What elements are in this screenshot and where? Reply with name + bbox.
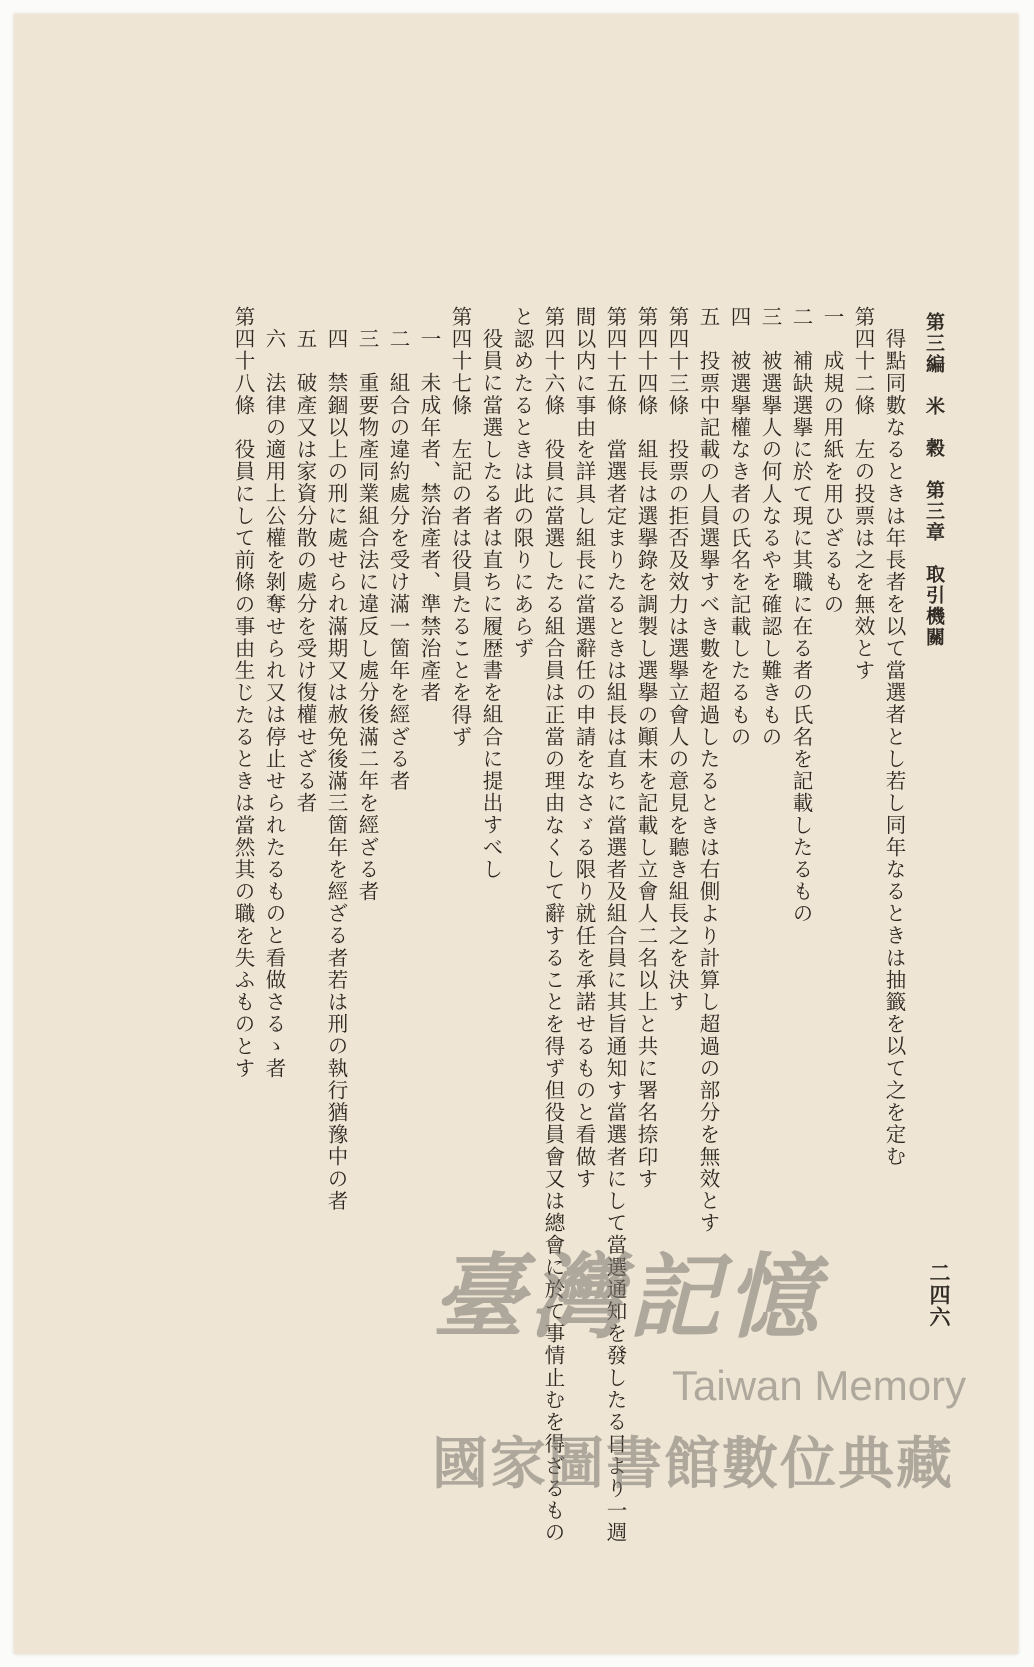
- text-column: 五 投票中記載の人員選擧すべき數を超過したるときは右側より計算し超過の部分を無效とす: [696, 306, 720, 1235]
- text-column: 第四十八條 役員にして前條の事由生じたるときは當然其の職を失ふものとす: [231, 306, 255, 1080]
- text-column: 三 被選擧人の何人なるやを確認し難きもの: [758, 306, 782, 748]
- text-column: 一 未成年者、禁治產者、準禁治產者: [417, 328, 441, 704]
- text-column: 四 被選擧權なき者の氏名を記載したるもの: [727, 306, 751, 748]
- text-column: 間以内に事由を詳具し組長に當選辭任の申請をなさゞる限り就任を承諾せるものと看做す: [572, 306, 596, 1190]
- text-column: 第四十六條 役員に當選したる組合員は正當の理由なくして辭することを得ず但役員會又は總會に於て事情止むを得ざるもの: [541, 306, 565, 1544]
- text-column: 第四十七條 左記の者は役員たることを得ず: [448, 306, 472, 748]
- watermark-title: 臺灣記憶: [432, 1243, 825, 1351]
- text-column: 第四十五條 當選者定まりたるときは組長は直ちに當選者及組合員に其旨通知す當選者にして當選通知を發したる日より一週: [603, 306, 627, 1544]
- text-column: と認めたるときは此の限りにあらず: [510, 306, 534, 660]
- text-column: 役員に當選したる者は直ちに履歴書を組合に提出すべし: [479, 328, 503, 881]
- text-column: 二 補缺選擧に於て現に其職に在る者の氏名を記載したるもの: [789, 306, 813, 925]
- text-column: 四 禁錮以上の刑に處せられ滿期又は赦免後滿三箇年を經ざる者若は刑の執行猶豫中の者: [324, 328, 348, 1212]
- text-column: 得點同數なるときは年長者を以て當選者とし若し同年なるときは抽籤を以て之を定む: [882, 328, 906, 1168]
- text-column: 五 破產又は家資分散の處分を受け復權せざる者: [293, 328, 317, 815]
- document-page: [14, 14, 1018, 1654]
- text-column: 六 法律の適用上公權を剝奪せられ又は停止せられたるものと看做さるゝ者: [262, 328, 286, 1080]
- page-header: 第三編 米 穀 第三章 取引機關: [923, 312, 945, 648]
- page-number: 二四六: [927, 1262, 952, 1328]
- vertical-text-body: [88, 306, 908, 1556]
- text-column: 第四十二條 左の投票は之を無效とす: [851, 306, 875, 682]
- text-column: 第四十三條 投票の拒否及效力は選擧立會人の意見を聽き組長之を決す: [665, 306, 689, 1014]
- text-column: 第四十四條 組長は選擧錄を調製し選擧の顚末を記載し立會人二名以上と共に署名捺印す: [634, 306, 658, 1190]
- text-column: 三 重要物產同業組合法に違反し處分後滿二年を經ざる者: [355, 328, 379, 903]
- text-column: 二 組合の違約處分を受け滿一箇年を經ざる者: [386, 328, 410, 793]
- watermark-org: 國家圖書館數位典藏: [432, 1432, 954, 1497]
- watermark-subtitle: Taiwan Memory: [672, 1362, 967, 1409]
- text-column: 一 成規の用紙を用ひざるもの: [820, 306, 844, 616]
